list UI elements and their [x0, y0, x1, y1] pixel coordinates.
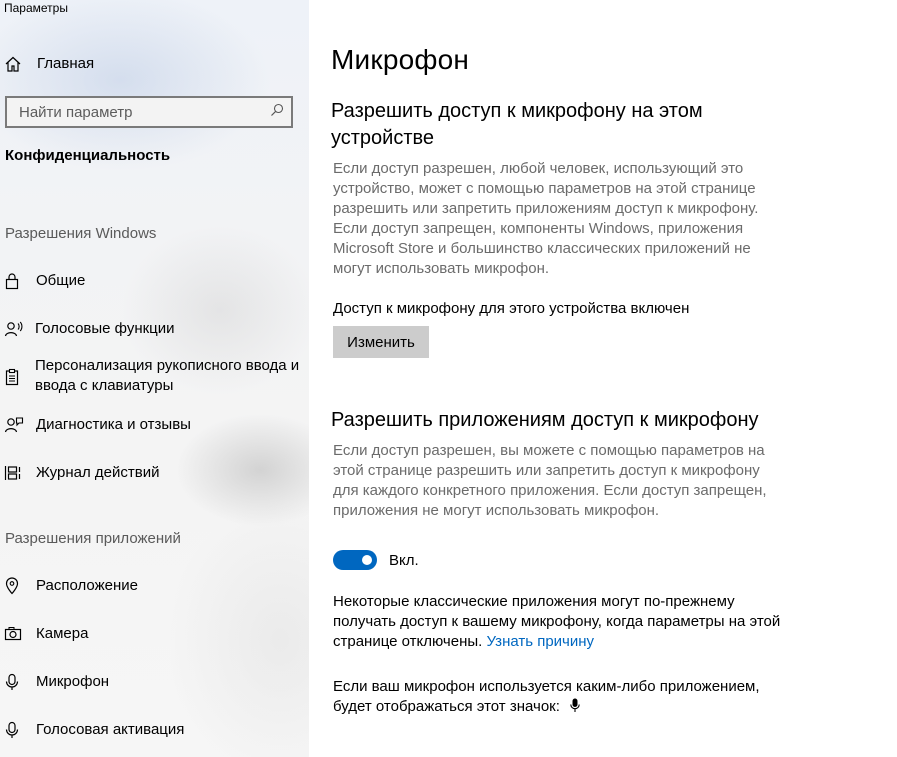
toggle-knob	[362, 555, 372, 565]
sidebar-item-label: Микрофон	[36, 673, 110, 690]
sidebar-item-microphone[interactable]	[0, 671, 309, 693]
classic-apps-note-text: Некоторые классические приложения могут по-прежнему получать доступ к вашему микрофону, когда параметры на этой странице отключены.	[333, 593, 781, 650]
search-icon[interactable]	[269, 102, 285, 123]
search-input[interactable]	[17, 103, 269, 122]
learn-why-link[interactable]: Узнать причину	[486, 633, 595, 650]
sidebar-item-label: Журнал действий	[36, 464, 160, 481]
sidebar-item-label: Расположение	[36, 577, 138, 594]
microphone-icon	[4, 673, 32, 691]
mic-indicator-note-text: Если ваш микрофон используется каким-либо приложением, будет отображаться этот значок:	[333, 678, 760, 715]
location-icon	[4, 577, 32, 595]
sidebar-item-label: Персонализация рукописного ввода и ввода с клавиатуры	[35, 357, 300, 394]
app-permissions-heading: Разрешения приложений	[5, 530, 181, 547]
classic-apps-note	[333, 592, 788, 652]
sidebar-item-speech[interactable]	[0, 318, 309, 340]
microphone-icon	[570, 698, 580, 719]
app-access-heading: Разрешить приложениям доступ к микрофону	[331, 409, 759, 431]
search-box[interactable]	[5, 96, 293, 128]
app-access-description: Если доступ разрешен, вы можете с помощью параметров на этой странице разрешить или запретить доступ к микрофону для каждого конкретного приложения. Если доступ запрещен, приложения не могут использовать микрофон.	[333, 442, 767, 519]
nav-home[interactable]	[0, 52, 309, 76]
sidebar-item-label: Голосовая активация	[36, 721, 185, 738]
home-icon	[4, 55, 32, 73]
nav-home-label: Главная	[37, 55, 95, 72]
device-access-heading: Разрешить доступ к микрофону на этом устройстве	[331, 100, 703, 149]
sidebar-item-label: Общие	[36, 272, 86, 289]
device-access-status: Доступ к микрофону для этого устройства включен	[333, 300, 690, 317]
feedback-icon	[4, 416, 32, 434]
page-title: Микрофон	[331, 44, 470, 75]
active-section-title: Конфиденциальность	[5, 147, 171, 164]
clipboard-icon	[4, 368, 32, 386]
speech-icon	[4, 320, 32, 338]
camera-icon	[4, 625, 32, 643]
sidebar-item-label: Камера	[36, 625, 89, 642]
sidebar-item-label: Диагностика и отзывы	[36, 416, 191, 433]
window-title: Параметры	[4, 1, 68, 15]
sidebar-item-label: Голосовые функции	[35, 320, 175, 337]
sidebar	[0, 0, 309, 757]
app-access-toggle-row	[333, 550, 419, 570]
timeline-icon	[4, 464, 32, 482]
sidebar-item-diagnostics[interactable]	[0, 414, 309, 436]
mic-indicator-note	[333, 677, 773, 719]
app-access-toggle[interactable]	[333, 550, 377, 570]
device-access-description: Если доступ разрешен, любой человек, использующий это устройство, может с помощью параметров на этой странице разрешить или запретить приложениям доступ к микрофону. Если доступ запрещен, компоненты Windows, приложения Microsoft Store и большинство классических приложений не могут использовать микрофон.	[333, 160, 759, 277]
change-button[interactable]: Изменить	[333, 326, 429, 358]
sidebar-item-camera[interactable]	[0, 623, 309, 645]
voice-activation-icon	[4, 721, 32, 739]
windows-permissions-heading: Разрешения Windows	[5, 225, 157, 242]
sidebar-item-location[interactable]	[0, 575, 309, 597]
sidebar-item-inking-typing[interactable]	[0, 356, 309, 398]
sidebar-item-general[interactable]	[0, 270, 309, 292]
toggle-label: Вкл.	[389, 551, 419, 569]
lock-icon	[4, 272, 32, 290]
sidebar-item-activity-history[interactable]	[0, 462, 309, 484]
sidebar-item-voice-activation[interactable]	[0, 719, 309, 741]
